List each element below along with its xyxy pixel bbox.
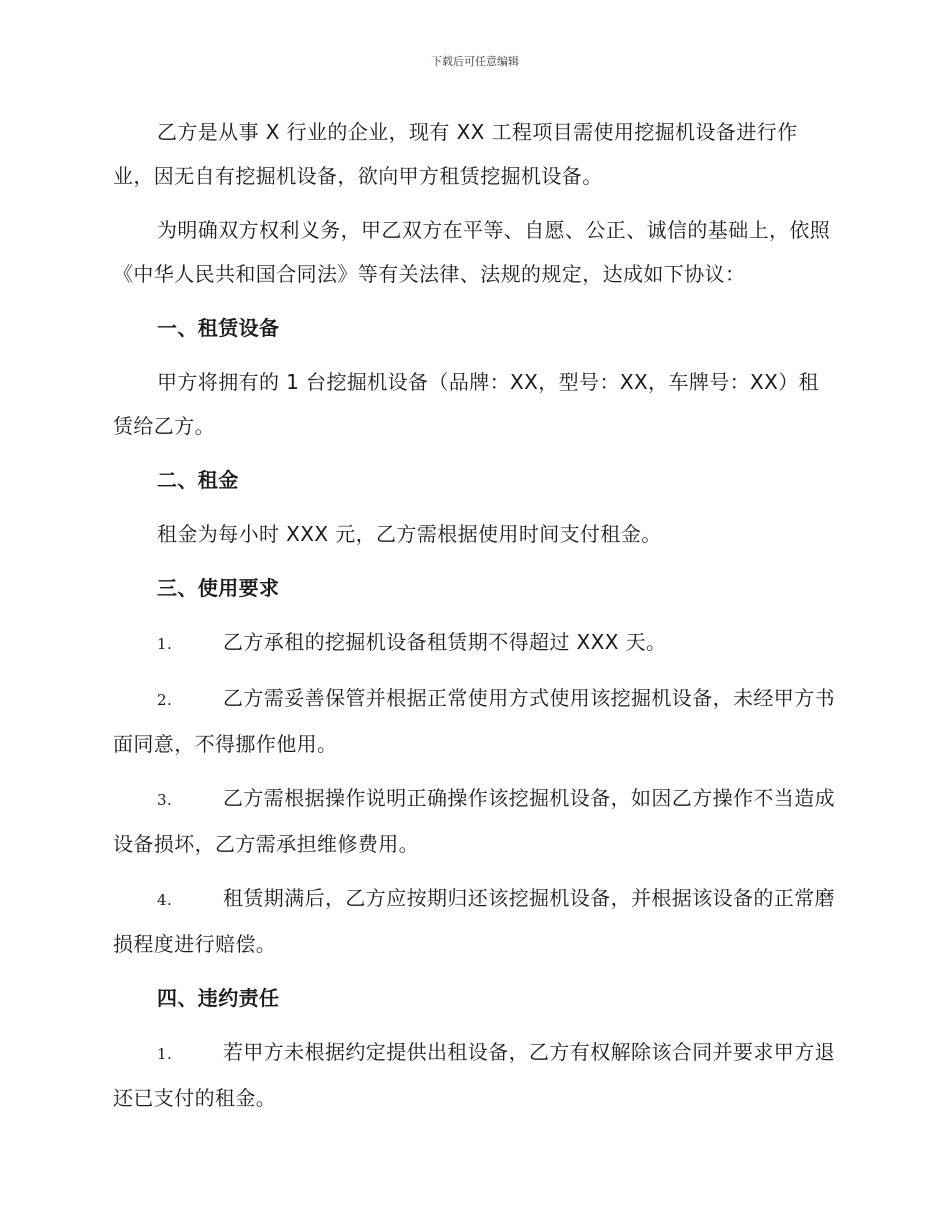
list-item-text: 若甲方未根据约定提供出租设备，乙方有权解除该合同并要求甲方退还已支付的租金。 — [113, 1040, 835, 1110]
list-number: 4. — [157, 891, 173, 909]
section-heading-equipment: 一、租赁设备 — [157, 316, 280, 340]
intro-paragraph-1: 乙方是从事 X 行业的企业，现有 XX 工程项目需使用挖掘机设备进行作业，因无自有挖掘机设备，欲向甲方租赁挖掘机设备。 — [113, 120, 798, 188]
section-text-rent: 租金为每小时 XXX 元，乙方需根据使用时间支付租金。 — [157, 522, 662, 546]
section-heading-rent: 二、租金 — [157, 468, 239, 492]
list-number: 1. — [157, 635, 173, 653]
list-item-text: 乙方需根据操作说明正确操作该挖掘机设备，如因乙方操作不当造成设备损坏，乙方需承担维修费用。 — [113, 786, 835, 856]
usage-item-1 — [113, 620, 835, 666]
intro-paragraph-2: 为明确双方权利义务，甲乙双方在平等、自愿、公正、诚信的基础上，依照《中华人民共和国合同法》等有关法律、法规的规定，达成如下协议： — [113, 218, 831, 286]
usage-item-3 — [113, 776, 835, 866]
list-number: 2. — [157, 691, 173, 709]
list-number: 3. — [157, 791, 173, 809]
list-number: 1. — [157, 1045, 173, 1063]
document-body — [113, 110, 835, 1130]
liability-item-1 — [113, 1030, 835, 1120]
list-item-text: 乙方需妥善保管并根据正常使用方式使用该挖掘机设备，未经甲方书面同意，不得挪作他用。 — [113, 686, 835, 756]
section-heading-liability: 四、违约责任 — [157, 986, 280, 1010]
section-text-equipment: 甲方将拥有的 1 台挖掘机设备（品牌：XX，型号：XX，车牌号：XX）租赁给乙方。 — [113, 370, 820, 438]
usage-item-4 — [113, 876, 835, 966]
list-item-text: 乙方承租的挖掘机设备租赁期不得超过 XXX 天。 — [223, 630, 667, 654]
usage-item-2 — [113, 676, 835, 766]
section-heading-usage: 三、使用要求 — [157, 576, 280, 600]
list-item-text: 租赁期满后，乙方应按期归还该挖掘机设备，并根据该设备的正常磨损程度进行赔偿。 — [113, 886, 835, 956]
page-header: 下载后可任意编辑 — [431, 55, 519, 68]
